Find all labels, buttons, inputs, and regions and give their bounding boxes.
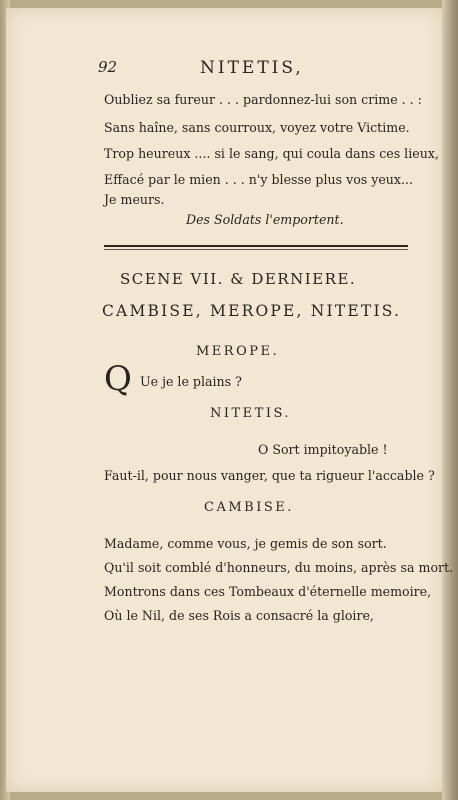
verse-line: Sans haîne, sans courroux, voyez votre Victime.	[104, 120, 410, 135]
page-number: 92	[98, 58, 118, 76]
speaker-merope: MEROPE.	[196, 344, 280, 359]
verse-line: Faut-il, pour nous vanger, que ta rigueur l'accable ?	[104, 468, 435, 483]
verse-line: Ue je le plains ?	[140, 374, 242, 389]
section-rule	[104, 245, 408, 247]
speaker-cambise: CAMBISE.	[204, 500, 294, 515]
verse-line: Montrons dans ces Tombeaux d'éternelle memoire,	[104, 584, 432, 599]
drop-cap: Q	[104, 359, 132, 399]
running-title: NITETIS,	[200, 58, 304, 78]
stage-direction: Des Soldats l'emportent.	[186, 212, 344, 227]
right-book-edge	[442, 0, 458, 800]
verse-line: Où le Nil, de ses Rois a consacré la gloire,	[104, 608, 374, 623]
verse-line: Oubliez sa fureur . . . pardonnez-lui son crime . . :	[104, 92, 422, 107]
verse-line: Effacé par le mien . . . n'y blesse plus vos yeux...	[104, 172, 414, 187]
verse-line: Trop heureux .... si le sang, qui coula dans ces lieux,	[104, 146, 439, 161]
verse-line: O Sort impitoyable !	[258, 442, 388, 457]
verse-line: Madame, comme vous, je gemis de son sort.	[104, 536, 387, 551]
verse-line: Je meurs.	[104, 192, 165, 207]
cast-list: CAMBISE, MEROPE, NITETIS.	[102, 302, 402, 320]
section-rule-thin	[104, 249, 408, 250]
scene-heading: SCENE VII. & DERNIERE.	[120, 270, 357, 288]
speaker-nitetis: NITETIS.	[210, 406, 292, 421]
verse-line: Qu'il soit comblé d'honneurs, du moins, après sa mort.	[104, 560, 454, 575]
